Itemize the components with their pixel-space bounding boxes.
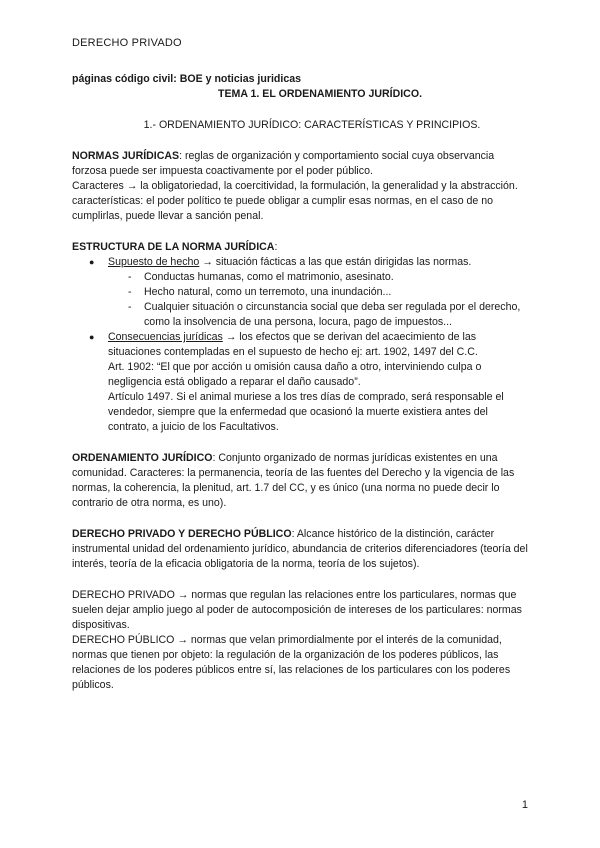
normas-caracteristicas: características: el poder político te puede obligar a cumplir esas normas, en el caso de no cumplirlas, puede llevar a sanción penal. [72, 195, 494, 222]
dash-icon: - [128, 271, 132, 283]
list-item [108, 270, 528, 285]
document-body [72, 72, 528, 693]
running-header: DERECHO PRIVADO [72, 37, 182, 49]
page-number: 1 [521, 799, 528, 811]
art-1902: Art. 1902: “El que por acción u omisión causa daño a otro, interviniendo culpa o negligencia está obligado a reparar el daño causado”. [108, 361, 482, 388]
estructura-list [72, 255, 528, 435]
consecuencias-text: → los efectos que se derivan del acaecimiento de las situaciones contempladas en el supuesto de hecho ej: art. 1902, 1497 del C.C. [108, 331, 478, 358]
list-item [108, 300, 528, 330]
section-title: 1.- ORDENAMIENTO JURÍDICO: CARACTERÍSTICAS Y PRINCIPIOS. [143, 119, 481, 131]
supuesto-text: → situación fácticas a las que están dirigidas las normas. [199, 256, 472, 268]
estructura-term: ESTRUCTURA DE LA NORMA JURÍDICA [72, 241, 275, 253]
estructura-colon: : [274, 241, 278, 253]
supuesto-item-text: Hecho natural, como un terremoto, una inundación... [144, 286, 392, 298]
estructura-heading [72, 240, 528, 255]
normas-caracteres: Caracteres → la obligatoriedad, la coercitividad, la formulación, la generalidad y la abstracción. [72, 180, 518, 192]
supuesto-item-text: Cualquier situación o circunstancia social que deba ser regulada por el derecho, como la insolvencia de una persona, locura, pago de impuestos... [144, 301, 521, 328]
derecho-privado-definition: DERECHO PRIVADO → normas que regulan las relaciones entre los particulares, normas que suelen dejar amplio juego al poder de autocomposición de intereses de los particulares: normas dispositivas. [72, 589, 522, 631]
art-1497: Artículo 1497. Si el animal muriese a los tres días de comprado, será responsable el vendedor, siempre que la enfermedad que ocasionó la muerte existiera antes del contrato, a juicio de los Facultativos. [108, 391, 504, 433]
ordenamiento-paragraph [72, 451, 528, 511]
derecho-publico-definition: DERECHO PÚBLICO → normas que velan primordialmente por el interés de la comunidad, normas que tienen por objeto: la regulación de la organización de los poderes públicos, las relaciones de los poderes públicos entre sí, las relaciones de los particulares con los poderes públicos. [72, 634, 511, 691]
bullet-icon: ● [89, 332, 95, 342]
supuesto-label: Supuesto de hecho [108, 256, 200, 268]
normas-term: NORMAS JURÍDICAS [72, 150, 180, 162]
list-item [108, 285, 528, 300]
list-item-supuesto [72, 255, 528, 330]
normas-paragraph [72, 149, 528, 179]
sources-line: páginas código civil: BOE y noticias juridicas [72, 73, 302, 85]
dash-icon: - [128, 301, 132, 313]
tema-title: TEMA 1. EL ORDENAMIENTO JURÍDICO. [217, 88, 423, 100]
ordenamiento-term: ORDENAMIENTO JURÍDICO [72, 452, 213, 464]
supuesto-item-text: Conductas humanas, como el matrimonio, asesinato. [144, 271, 394, 283]
dash-icon: - [128, 286, 132, 298]
supuesto-sublist [108, 270, 528, 330]
list-item-consecuencias [72, 330, 528, 435]
privado-publico-paragraph [72, 527, 528, 572]
normas-definition: : reglas de organización y comportamiento social cuya observancia forzosa puede ser impuesta coactivamente por el poder público. [72, 150, 495, 177]
consecuencias-label: Consecuencias jurídicas [108, 331, 223, 343]
privado-publico-text: : Alcance histórico de la distinción, carácter instrumental unidad del ordenamiento jurídico, abundancia de criterios diferenciadores (teoría del interés, teoría de la eficacia obligatoria de la norma, teoría de los sujetos). [72, 528, 528, 570]
ordenamiento-text: : Conjunto organizado de normas jurídicas existentes en una comunidad. Caracteres: la permanencia, teoría de las fuentes del Derecho y la vigencia de las normas, la coherencia, la plenitud, art. 1.7 del CC, y es único (una norma no puede decir lo contrario de otra norma, es uno). [72, 452, 515, 509]
bullet-icon: ● [89, 257, 95, 267]
privado-publico-term: DERECHO PRIVADO Y DERECHO PÚBLICO [72, 528, 292, 540]
